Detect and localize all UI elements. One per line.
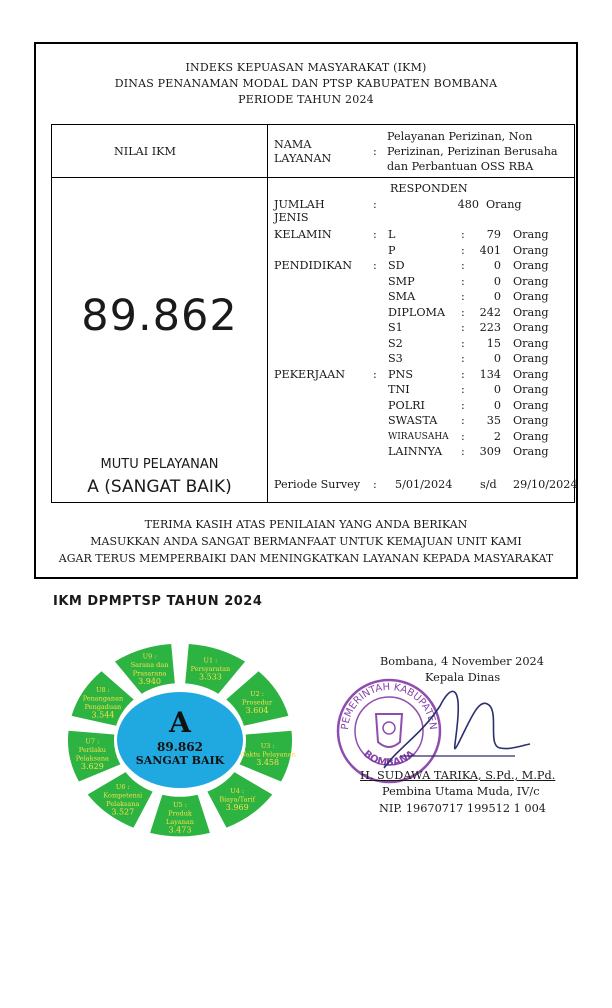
responden-colon: : bbox=[461, 383, 465, 396]
wheel-segment-label: U1 : bbox=[203, 656, 218, 665]
responden-unit: Orang bbox=[513, 445, 549, 458]
wheel-segment-label: Biaya/Tarif bbox=[219, 795, 256, 804]
wheel-segment-label: U9 : bbox=[142, 652, 157, 661]
wheel-grade: A bbox=[169, 706, 191, 739]
responden-count: 79 bbox=[486, 228, 501, 241]
responden-colon: : bbox=[461, 259, 465, 272]
responden-colon: : bbox=[461, 274, 465, 288]
jumlah-label-2: JENIS bbox=[274, 211, 309, 224]
periode-colon: : bbox=[373, 478, 377, 491]
responden-unit: Orang bbox=[513, 243, 549, 257]
wheel-segment-label: Prosedur bbox=[242, 698, 273, 707]
layanan-line-1: Pelayanan Perizinan, Non bbox=[387, 130, 533, 143]
responden-unit: Orang bbox=[513, 274, 549, 288]
responden-unit: Orang bbox=[513, 321, 549, 334]
ikm-value: 89.862 bbox=[81, 291, 238, 341]
wheel-segment-label: Prasarana bbox=[132, 669, 167, 678]
periode-sd: s/d bbox=[480, 478, 497, 491]
signature-nip: NIP. 19670717 199512 1 004 bbox=[379, 802, 546, 815]
responden-colon: : bbox=[461, 414, 465, 427]
wheel-segment-label: U5 : bbox=[173, 800, 187, 809]
wheel-segment-value: 3.527 bbox=[111, 807, 135, 817]
wheel-segment-label: Penanganan bbox=[82, 694, 124, 703]
responden-count: 0 bbox=[493, 398, 501, 412]
section-title: IKM DPMPTSP TAHUN 2024 bbox=[53, 594, 263, 609]
responden-category: S1 bbox=[388, 321, 403, 334]
responden-unit: Orang bbox=[513, 228, 549, 241]
responden-count: 2 bbox=[493, 429, 501, 443]
nama-layanan-colon: : bbox=[373, 145, 377, 158]
responden-colon: : bbox=[461, 352, 465, 365]
responden-colon: : bbox=[461, 321, 465, 334]
header-period: PERIODE TAHUN 2024 bbox=[238, 93, 374, 106]
responden-count: 401 bbox=[479, 243, 501, 257]
responden-unit: Orang bbox=[513, 414, 549, 427]
mutu-pelayanan-label: MUTU PELAYANAN bbox=[100, 457, 219, 472]
table-divider-horizontal bbox=[52, 177, 574, 178]
responden-unit: Orang bbox=[513, 290, 549, 303]
wheel-segment-value: 3.533 bbox=[198, 672, 222, 682]
responden-category: SWASTA bbox=[388, 414, 438, 427]
periode-start: 5/01/2024 bbox=[395, 478, 453, 491]
wheel-segment-label: Kompetensi bbox=[103, 791, 143, 800]
responden-category: SMP bbox=[388, 274, 415, 288]
jumlah-value: 480 bbox=[457, 198, 479, 211]
nama-layanan-label-1: NAMA bbox=[274, 138, 312, 151]
layanan-line-2: Perizinan, Perizinan Berusaha bbox=[387, 145, 558, 158]
mutu-pelayanan-value: A (SANGAT BAIK) bbox=[87, 477, 232, 497]
ikm-document-frame bbox=[34, 42, 578, 579]
stamp-bottom-text: BOMBANA bbox=[361, 748, 417, 769]
responden-colon: : bbox=[461, 398, 465, 412]
wheel-segment-value: 3.969 bbox=[225, 803, 249, 813]
periode-survey-label: Periode Survey bbox=[274, 478, 361, 491]
responden-count: 309 bbox=[479, 445, 501, 458]
group-label: PENDIDIKAN bbox=[274, 259, 353, 272]
wheel-segment-label: U2 : bbox=[250, 690, 265, 699]
responden-category: WIRAUSAHA bbox=[388, 431, 449, 442]
responden-count: 242 bbox=[479, 305, 501, 319]
footer-line-1: TERIMA KASIH ATAS PENILAIAN YANG ANDA BERIKAN bbox=[144, 518, 468, 531]
ikm-table bbox=[51, 124, 578, 503]
jumlah-label-1: JUMLAH bbox=[274, 198, 325, 211]
signature-rank: Pembina Utama Muda, IV/c bbox=[382, 785, 540, 798]
wheel-segment-label: Layanan bbox=[166, 817, 194, 826]
responden-category: SMA bbox=[388, 290, 416, 303]
responden-count: 35 bbox=[486, 414, 501, 427]
wheel-score: 89.862 bbox=[157, 740, 203, 754]
footer-line-2: MASUKKAN ANDA SANGAT BERMANFAAT UNTUK KEMAJUAN UNIT KAMI bbox=[90, 535, 522, 548]
wheel-segment-value: 3.629 bbox=[80, 762, 104, 772]
group-colon: : bbox=[373, 228, 377, 241]
responden-count: 134 bbox=[479, 367, 501, 381]
responden-count: 0 bbox=[493, 352, 501, 365]
responden-category: TNI bbox=[388, 383, 410, 396]
responden-category: POLRI bbox=[388, 398, 425, 412]
signature-name: H. SUDAWA TARIKA, S.Pd., M.Pd. bbox=[360, 769, 556, 782]
responden-count: 0 bbox=[493, 274, 501, 288]
group-colon: : bbox=[373, 367, 377, 381]
responden-colon: : bbox=[461, 429, 465, 443]
responden-count: 223 bbox=[479, 321, 501, 334]
responden-count: 0 bbox=[493, 383, 501, 396]
periode-end: 29/10/2024 bbox=[513, 478, 578, 491]
responden-unit: Orang bbox=[513, 259, 549, 272]
wheel-segment-label: U6 : bbox=[115, 782, 130, 791]
wheel-segment-label: U4 : bbox=[230, 787, 245, 796]
responden-unit: Orang bbox=[513, 305, 549, 319]
responden-colon: : bbox=[461, 290, 465, 303]
jumlah-unit: Orang bbox=[486, 198, 522, 211]
responden-colon: : bbox=[461, 367, 465, 381]
nama-layanan-label-2: LAYANAN bbox=[274, 152, 332, 165]
wheel-segment-value: 3.473 bbox=[168, 825, 192, 835]
responden-colon: : bbox=[461, 445, 465, 458]
nilai-ikm-label: NILAI IKM bbox=[114, 145, 176, 158]
ikm-wheel-diagram bbox=[36, 628, 326, 848]
responden-unit: Orang bbox=[513, 429, 549, 443]
wheel-segment-label: U3 : bbox=[260, 741, 275, 750]
responden-category: S2 bbox=[388, 336, 403, 350]
responden-colon: : bbox=[461, 243, 465, 257]
responden-category: S3 bbox=[388, 352, 403, 365]
responden-unit: Orang bbox=[513, 352, 549, 365]
responden-category: DIPLOMA bbox=[388, 305, 446, 319]
wheel-segment-value: 3.458 bbox=[256, 757, 280, 767]
signature-place-date: Bombana, 4 November 2024 bbox=[380, 655, 544, 668]
responden-unit: Orang bbox=[513, 367, 549, 381]
responden-unit: Orang bbox=[513, 383, 549, 396]
handwritten-signature bbox=[380, 676, 540, 776]
responden-unit: Orang bbox=[513, 336, 549, 350]
responden-category: LAINNYA bbox=[388, 445, 443, 458]
wheel-segment-value: 3.604 bbox=[245, 706, 269, 716]
wheel-segment-label: Produk bbox=[168, 809, 192, 818]
responden-unit: Orang bbox=[513, 398, 549, 412]
responden-category: PNS bbox=[388, 367, 413, 381]
wheel-segment-label: Pelaksana bbox=[75, 754, 109, 763]
header-agency: DINAS PENANAMAN MODAL DAN PTSP KABUPATEN BOMBANA bbox=[114, 77, 498, 90]
wheel-segment-label: U8 : bbox=[95, 685, 110, 694]
wheel-segment-label: Pengaduan bbox=[84, 702, 122, 711]
responden-colon: : bbox=[461, 336, 465, 350]
footer-line-3: AGAR TERUS MEMPERBAIKI DAN MENINGKATKAN LAYANAN KEPADA MASYARAKAT bbox=[58, 552, 554, 565]
responden-category: P bbox=[388, 243, 396, 257]
wheel-segment-label: Pelaksana bbox=[106, 799, 140, 808]
responden-colon: : bbox=[461, 305, 465, 319]
group-label: PEKERJAAN bbox=[274, 367, 346, 381]
table-divider-vertical bbox=[267, 125, 268, 502]
wheel-segment-label: Perilaku bbox=[78, 746, 106, 755]
responden-count: 15 bbox=[486, 336, 501, 350]
wheel-status: SANGAT BAIK bbox=[135, 754, 225, 767]
responden-colon: : bbox=[461, 228, 465, 241]
signature-position: Kepala Dinas bbox=[425, 671, 501, 684]
responden-count: 0 bbox=[493, 259, 501, 272]
wheel-segment-value: 3.940 bbox=[138, 676, 162, 686]
wheel-segment-label: Waktu Pelayanan bbox=[239, 750, 296, 759]
jumlah-colon: : bbox=[373, 198, 377, 211]
header-title: INDEKS KEPUASAN MASYARAKAT (IKM) bbox=[185, 61, 427, 74]
wheel-segment-label: U7 : bbox=[85, 737, 100, 746]
responden-category: L bbox=[388, 228, 396, 241]
responden-count: 0 bbox=[493, 290, 501, 303]
wheel-segment-value: 3.544 bbox=[91, 710, 115, 720]
group-colon: : bbox=[373, 259, 377, 272]
group-label: KELAMIN bbox=[274, 228, 332, 241]
responden-label: RESPONDEN bbox=[390, 182, 468, 195]
wheel-segment-label: Persyaratan bbox=[190, 665, 231, 674]
wheel-segment-label: Sarana dan bbox=[130, 660, 169, 669]
layanan-line-3: dan Perbantuan OSS RBA bbox=[387, 160, 534, 173]
responden-category: SD bbox=[388, 259, 405, 272]
stamp-top-text: PEMERINTAH KABUPATEN bbox=[339, 681, 439, 731]
